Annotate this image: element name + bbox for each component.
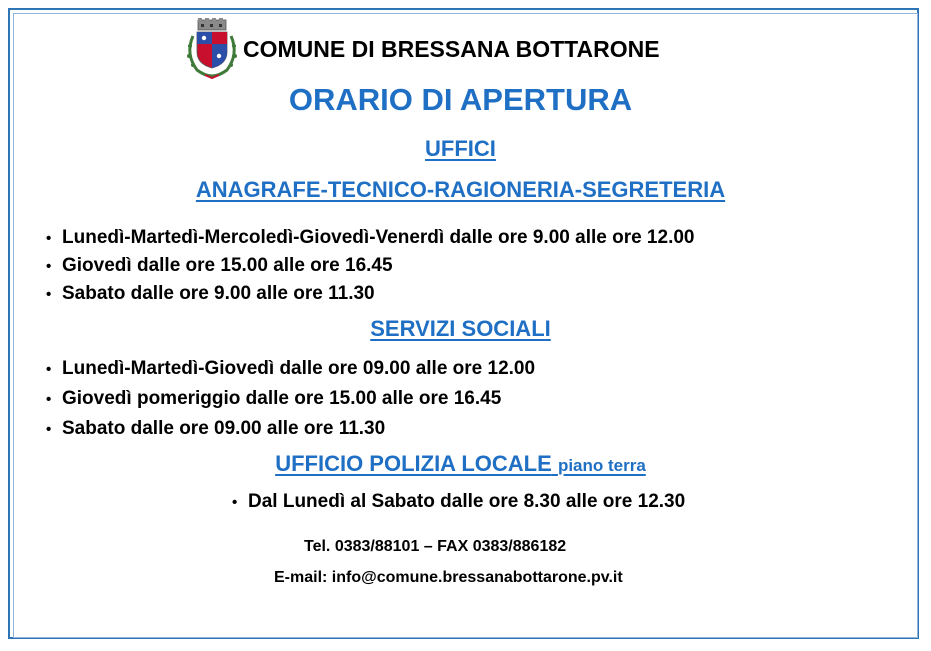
list-item — [46, 280, 694, 308]
offices-subheading — [0, 177, 921, 203]
offices-subheading-text: ANAGRAFE-TECNICO-RAGIONERIA-SEGRETERIA — [195, 177, 726, 202]
email-contact: E-mail: info@comune.bressanabottarone.pv.it — [274, 569, 623, 586]
offices-heading — [0, 136, 921, 162]
list-item — [46, 224, 694, 252]
police-heading-label: UFFICIO POLIZIA LOCALE — [275, 451, 552, 476]
hours-text: Lunedì-Martedì-Giovedì dalle ore 09.00 alle ore 12.00 — [62, 358, 536, 379]
bullet-icon: • — [46, 390, 52, 408]
bullet-icon: • — [232, 493, 238, 511]
police-heading-text — [275, 451, 646, 476]
bullet-icon: • — [46, 360, 52, 378]
hours-text: Sabato dalle ore 09.00 alle ore 11.30 — [62, 418, 386, 439]
list-item — [46, 354, 535, 384]
municipality-name: COMUNE DI BRESSANA BOTTARONE — [243, 36, 660, 62]
hours-text: Sabato dalle ore 9.00 alle ore 11.30 — [62, 283, 375, 304]
offices-hours-list — [46, 224, 694, 308]
list-item — [46, 252, 694, 280]
bullet-icon: • — [46, 285, 52, 303]
list-item — [46, 414, 535, 444]
social-services-heading-text: SERVIZI SOCIALI — [370, 316, 551, 341]
social-services-hours-list — [46, 354, 535, 444]
police-floor-note: piano terra — [557, 456, 646, 475]
list-item — [46, 384, 535, 414]
bullet-icon: • — [46, 420, 52, 438]
hours-text: Giovedì dalle ore 15.00 alle ore 16.45 — [62, 255, 393, 276]
police-hours-list — [232, 488, 685, 516]
offices-heading-text: UFFICI — [425, 136, 496, 161]
municipal-coat-of-arms-icon — [183, 18, 241, 80]
phone-fax: Tel. 0383/88101 – FAX 0383/886182 — [304, 538, 567, 555]
bullet-icon: • — [46, 229, 52, 247]
hours-text: Lunedì-Martedì-Mercoledì-Giovedì-Venerdì dalle ore 9.00 alle ore 12.00 — [62, 227, 695, 248]
social-services-heading — [0, 316, 921, 342]
page-title: ORARIO DI APERTURA — [288, 82, 633, 117]
bullet-icon: • — [46, 257, 52, 275]
hours-text: Giovedì pomeriggio dalle ore 15.00 alle ore 16.45 — [62, 388, 502, 409]
hours-text: Dal Lunedì al Sabato dalle ore 8.30 alle ore 12.30 — [248, 491, 686, 512]
police-heading — [0, 451, 921, 477]
list-item — [232, 488, 685, 516]
